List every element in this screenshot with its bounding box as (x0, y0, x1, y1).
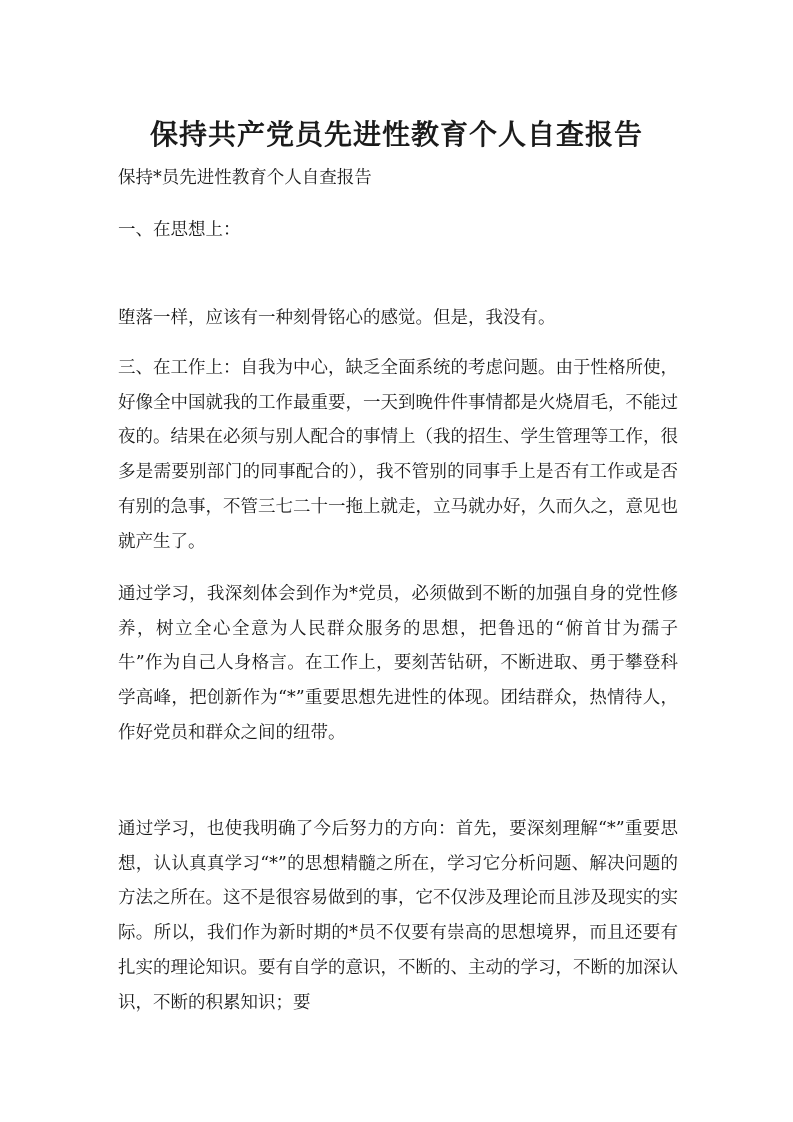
document-subtitle: 保持*员先进性教育个人自查报告 (118, 168, 372, 188)
document-title: 保持共产党员先进性教育个人自查报告 (149, 117, 643, 151)
section-heading: 一、在思想上： (118, 220, 241, 240)
paragraph: 通过学习，也使我明确了今后努力的方向：首先，要深刻理解“*”重要思想，认认真真学习“*”的思想精髓之所在，学习它分析问题、解决问题的方法之所在。这不是很容易做到的事，它不仅涉及理论而且涉及现实的实际。所以，我们作为新时期的*员不仅要有崇高的思想境界，而且还要有扎实的理论知识。要有自学的意识，不断的、主动的学习，不断的加深认识，不断的积累知识；要 (118, 819, 678, 1013)
paragraph: 堕落一样，应该有一种刻骨铭心的感觉。但是，我没有。 (118, 308, 556, 328)
paragraph: 通过学习，我深刻体会到作为*党员，必须做到不断的加强自身的党性修养，树立全心全意为人民群众服务的思想，把鲁迅的“俯首甘为孺子牛”作为自己人身格言。在工作上，要刻苦钻研，不断进取、勇于攀登科学高峰，把创新作为“*”重要思想先进性的体现。团结群众，热情待人，作好党员和群众之间的纽带。 (118, 584, 678, 743)
paragraph: 三、在工作上：自我为中心，缺乏全面系统的考虑问题。由于性格所使，好像全中国就我的工作最重要，一天到晚件件事情都是火烧眉毛，不能过夜的。结果在必须与别人配合的事情上（我的招生、学生管理等工作，很多是需要别部门的同事配合的），我不管别的同事手上是否有工作或是否有别的急事，不管三七二十一拖上就走，立马就办好，久而久之，意见也就产生了。 (118, 358, 678, 552)
